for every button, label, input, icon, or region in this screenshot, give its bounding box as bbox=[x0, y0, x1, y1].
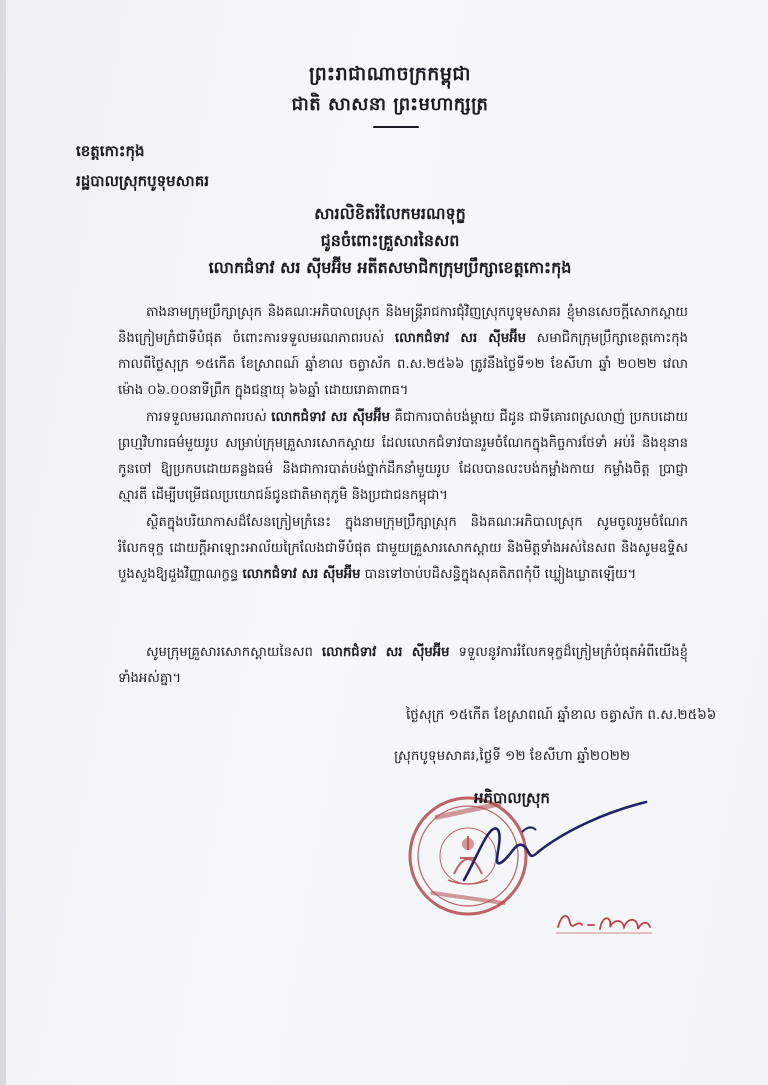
deceased-title: លោកជំទាវ សរ ស៊ីមអ៊ីម អតីតសមាជិកក្រុមប្រឹក្សាខេត្តកោះកុង bbox=[208, 258, 572, 277]
kingdom-heading: ព្រះរាជាណាចក្រកម្ពុជា bbox=[309, 63, 471, 85]
paragraph-3-text-b: បានទៅចាប់បដិសន្ធិក្នុងសុគតិភពកុំបី ឃ្លៀងឃ្លាតឡើយ។ bbox=[364, 567, 637, 582]
national-motto: ជាតិ សាសនា ព្រះមហាក្សត្រ bbox=[291, 94, 489, 115]
paragraph-1-text-b: សមាជិកក្រុមប្រឹក្សាខេត្តកោះកុង កាលពីថ្ងៃសុក្រ ១៥កើត ខែស្រាពណ៍ ឆ្នាំខាល ចត្វាស័ក ព.ស.២៥៦៦ ត្រូវនឹងថ្ងៃទី១២ ខែសីហា ឆ្នាំ ២០២២ វេលាម៉ោង ០៦.០០នាទីព្រឹក ក្នុងជន្មាយុ ៦៦ឆ្នាំ ដោយរោគាពាធ។ bbox=[118, 331, 688, 398]
deceased-name: លោកជំទាវ សរ ស៊ីមអ៊ីម bbox=[394, 331, 526, 346]
paragraph-2-text-b: គឺជាការបាត់បង់ម្តាយ ជីដូន ជាទីគោរពស្រលាញ់ ប្រកបដោយព្រហ្មវិហារធម៌មួយរូប សម្រាប់ក្រុមគ្រួសារសោកស្តាយ ដែលលោកជំទាវបានរួមចំណែកក្នុងកិច្ចការថែទាំ អប់រំ និងខុនានកូនចៅ ឱ្យប្រកបដោយគន្លងធម៌ និងជាការបាត់បង់ថ្នាក់ដឹកនាំមួយរូប ដែលបានលះបង់កម្លាំងកាយ កម្លាំងចិត្ត ប្រាជ្ញា ស្មារតី ដើម្បីបម្រើផលប្រយោជន៍ជូនជាតិមាតុភូមិ និងប្រជាជនកម្ពុជា។ bbox=[118, 410, 688, 503]
signer-handwritten-name bbox=[554, 905, 654, 937]
paragraph-3-text-a: ស្ថិតក្នុងបរិយាកាសដ៏សែនក្រៀមក្រំនេះ ក្នុងនាមក្រុមប្រឹក្សាស្រុក និងគណៈអភិបាលស្រុក សូមចូលរួមចំណែករំលែកទុក្ខ ដោយក្តីអាឡោះអាល័យក្រៃលែងជាទីបំផុត ជាមួយគ្រួសារសោកស្តាយ និងមិត្តទាំងអស់នៃសព និងសូមឧទ្ទិស បួងសួងឱ្យដួងវិញ្ញាណក្ខន្ធ bbox=[118, 515, 688, 582]
deceased-name: លោកជំទាវ សរ ស៊ីមអ៊ីម bbox=[271, 410, 390, 425]
sender-province: ខេត្តកោះកុង bbox=[76, 142, 145, 160]
paragraph-3 bbox=[118, 510, 688, 588]
deceased-name: លោកជំទាវ សរ ស៊ីមអ៊ីម bbox=[242, 567, 361, 582]
paragraph-1-text-a: តាងនាមក្រុមប្រឹក្សាស្រុក និងគណៈអភិបាលស្រុក និងមន្ត្រីរាជការជុំវិញស្រុកបូទុមសាគរ ខ្ញុំមានសេចក្តីសោកស្តាយ និងក្រៀមក្រំជាទីបំផុត ចំពោះការទទួលមរណភាពរបស់ bbox=[118, 305, 688, 346]
letter-recipient: ជូនចំពោះគ្រួសារនៃសព bbox=[320, 231, 460, 250]
paragraph-4-text-a: សូមក្រុមគ្រួសារសោកស្តាយនៃសព bbox=[146, 645, 313, 660]
paragraph-2-text-a: ការទទួលមរណភាពរបស់ bbox=[146, 410, 267, 425]
paragraph-2 bbox=[118, 405, 688, 509]
paragraph-4-text-b: ទទួលនូវការរំលែកទុក្ខដ៏ក្រៀមក្រំបំផុតអំពីយើងខ្ញុំទាំងអស់គ្នា។ bbox=[118, 645, 688, 686]
heading-ornament bbox=[373, 125, 419, 129]
governor-title: អភិបាលស្រុក bbox=[474, 789, 550, 807]
paragraph-4 bbox=[118, 640, 688, 692]
lunar-date: ថ្ងៃសុក្រ ១៥កើត ខែស្រាពណ៍ ឆ្នាំខាល ចត្វាស័ក ព.ស.២៥៦៦ bbox=[406, 707, 717, 723]
paragraph-1 bbox=[118, 300, 688, 404]
deceased-name: លោកជំទាវ សរ ស៊ីមអ៊ីម bbox=[321, 645, 450, 660]
place-and-date: ស្រុកបូទុមសាគរ,ថ្ងៃទី ១២ ខែសីហា ឆ្នាំ២០២២ bbox=[394, 748, 631, 764]
signature-icon bbox=[446, 800, 656, 890]
handwritten-name-icon bbox=[554, 905, 654, 937]
sender-district-admin: រដ្ឋបាលស្រុកបូទុមសាគរ bbox=[76, 172, 210, 190]
letter-title: សារលិខិតរំលែកមរណទុក្ខ bbox=[314, 204, 466, 223]
